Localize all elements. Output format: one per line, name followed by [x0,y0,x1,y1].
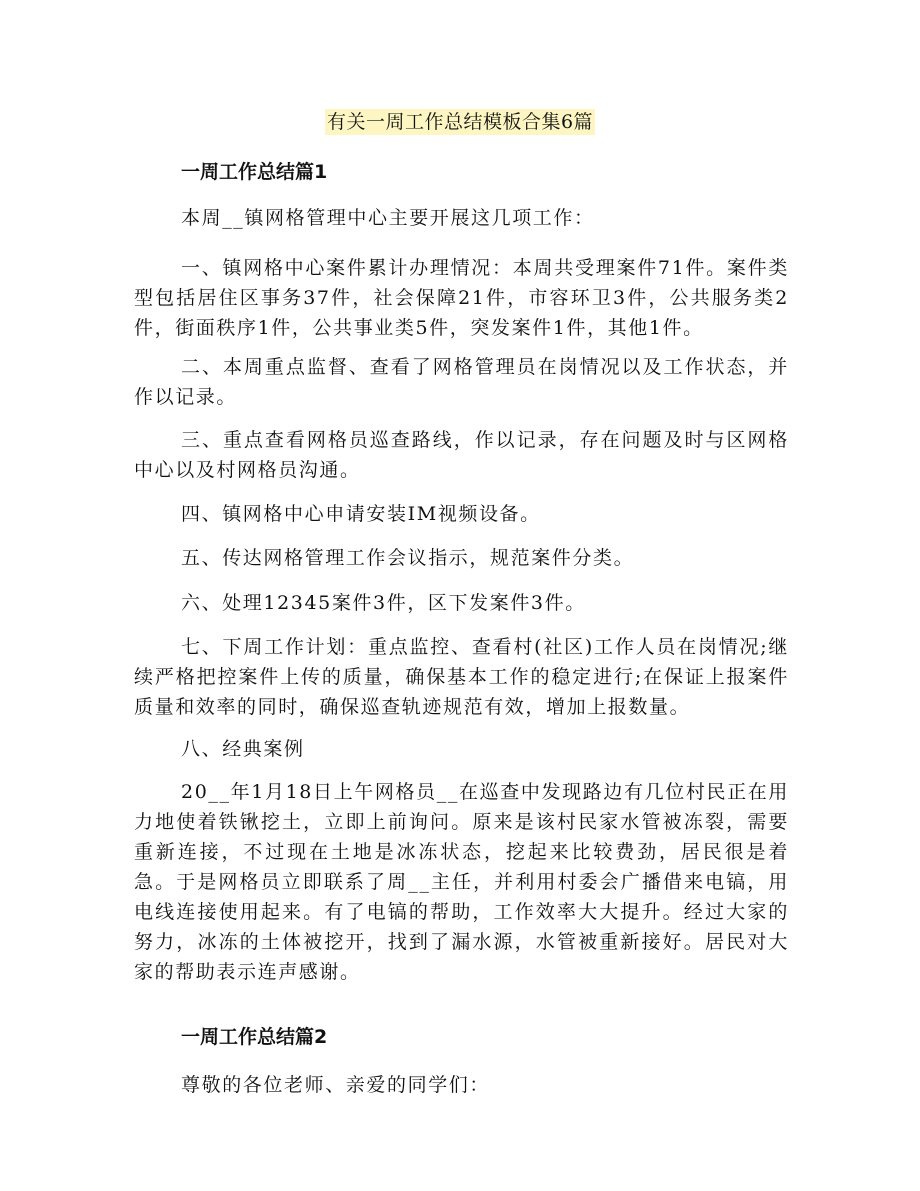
section-heading-2: 一周工作总结篇2 [181,1026,328,1048]
paragraph-item-1: 一、镇网格中心案件累计办理情况：本周共受理案件71件。案件类型包括居住区事务37件，社会保障21件，市容环卫3件，公共服务类2件，街面秩序1件，公共事业类5件，突发案件1件，其他1件。 [134,257,789,339]
section-heading-1: 一周工作总结篇1 [181,161,328,183]
paragraph-intro: 本周__镇网格管理中心主要开展这几项工作： [181,207,595,229]
paragraph-item-7: 七、下周工作计划：重点监控、查看村(社区)工作人员在岗情况;继续严格把控案件上传的质量，确保基本工作的稳定进行;在保证上报案件质量和效率的同时，确保巡查轨迹规范有效，增加上报数量。 [134,636,789,718]
paragraph-item-2: 二、本周重点监督、查看了网格管理员在岗情况以及工作状态，并作以记录。 [134,356,789,408]
paragraph-case: 20__年1月18日上午网格员__在巡查中发现路边有几位村民正在用力地使着铁锹挖土，立即上前询问。原来是该村民家水管被冻裂，需要重新连接，不过现在土地是冰冻状态，挖起来比较费劲，居民很是着急。于是网格员立即联系了周__主任，并利用村委会广播借来电镐，用电线连接使用起来。有了电镐的帮助，工作效率大大提升。经过大家的努力，冰冻的土体被挖开，找到了漏水源，水管被重新接好。居民对大家的帮助表示连声感谢。 [134,781,789,983]
paragraph-item-6: 六、处理12345案件3件，区下发案件3件。 [181,592,586,614]
paragraph-greeting: 尊敬的各位老师、亲爱的同学们： [181,1074,491,1096]
title-wrap [0,109,920,135]
paragraph-item-4: 四、镇网格中心申请安装IM视频设备。 [181,503,541,525]
paragraph-item-8: 八、经典案例 [181,738,305,760]
paragraph-item-5: 五、传达网格管理工作会议指示，规范案件分类。 [181,547,635,569]
paragraph-item-3: 三、重点查看网格员巡查路线，作以记录，存在问题及时与区网格中心以及村网格员沟通。 [134,429,789,481]
document-title: 有关一周工作总结模板合集6篇 [326,111,594,133]
